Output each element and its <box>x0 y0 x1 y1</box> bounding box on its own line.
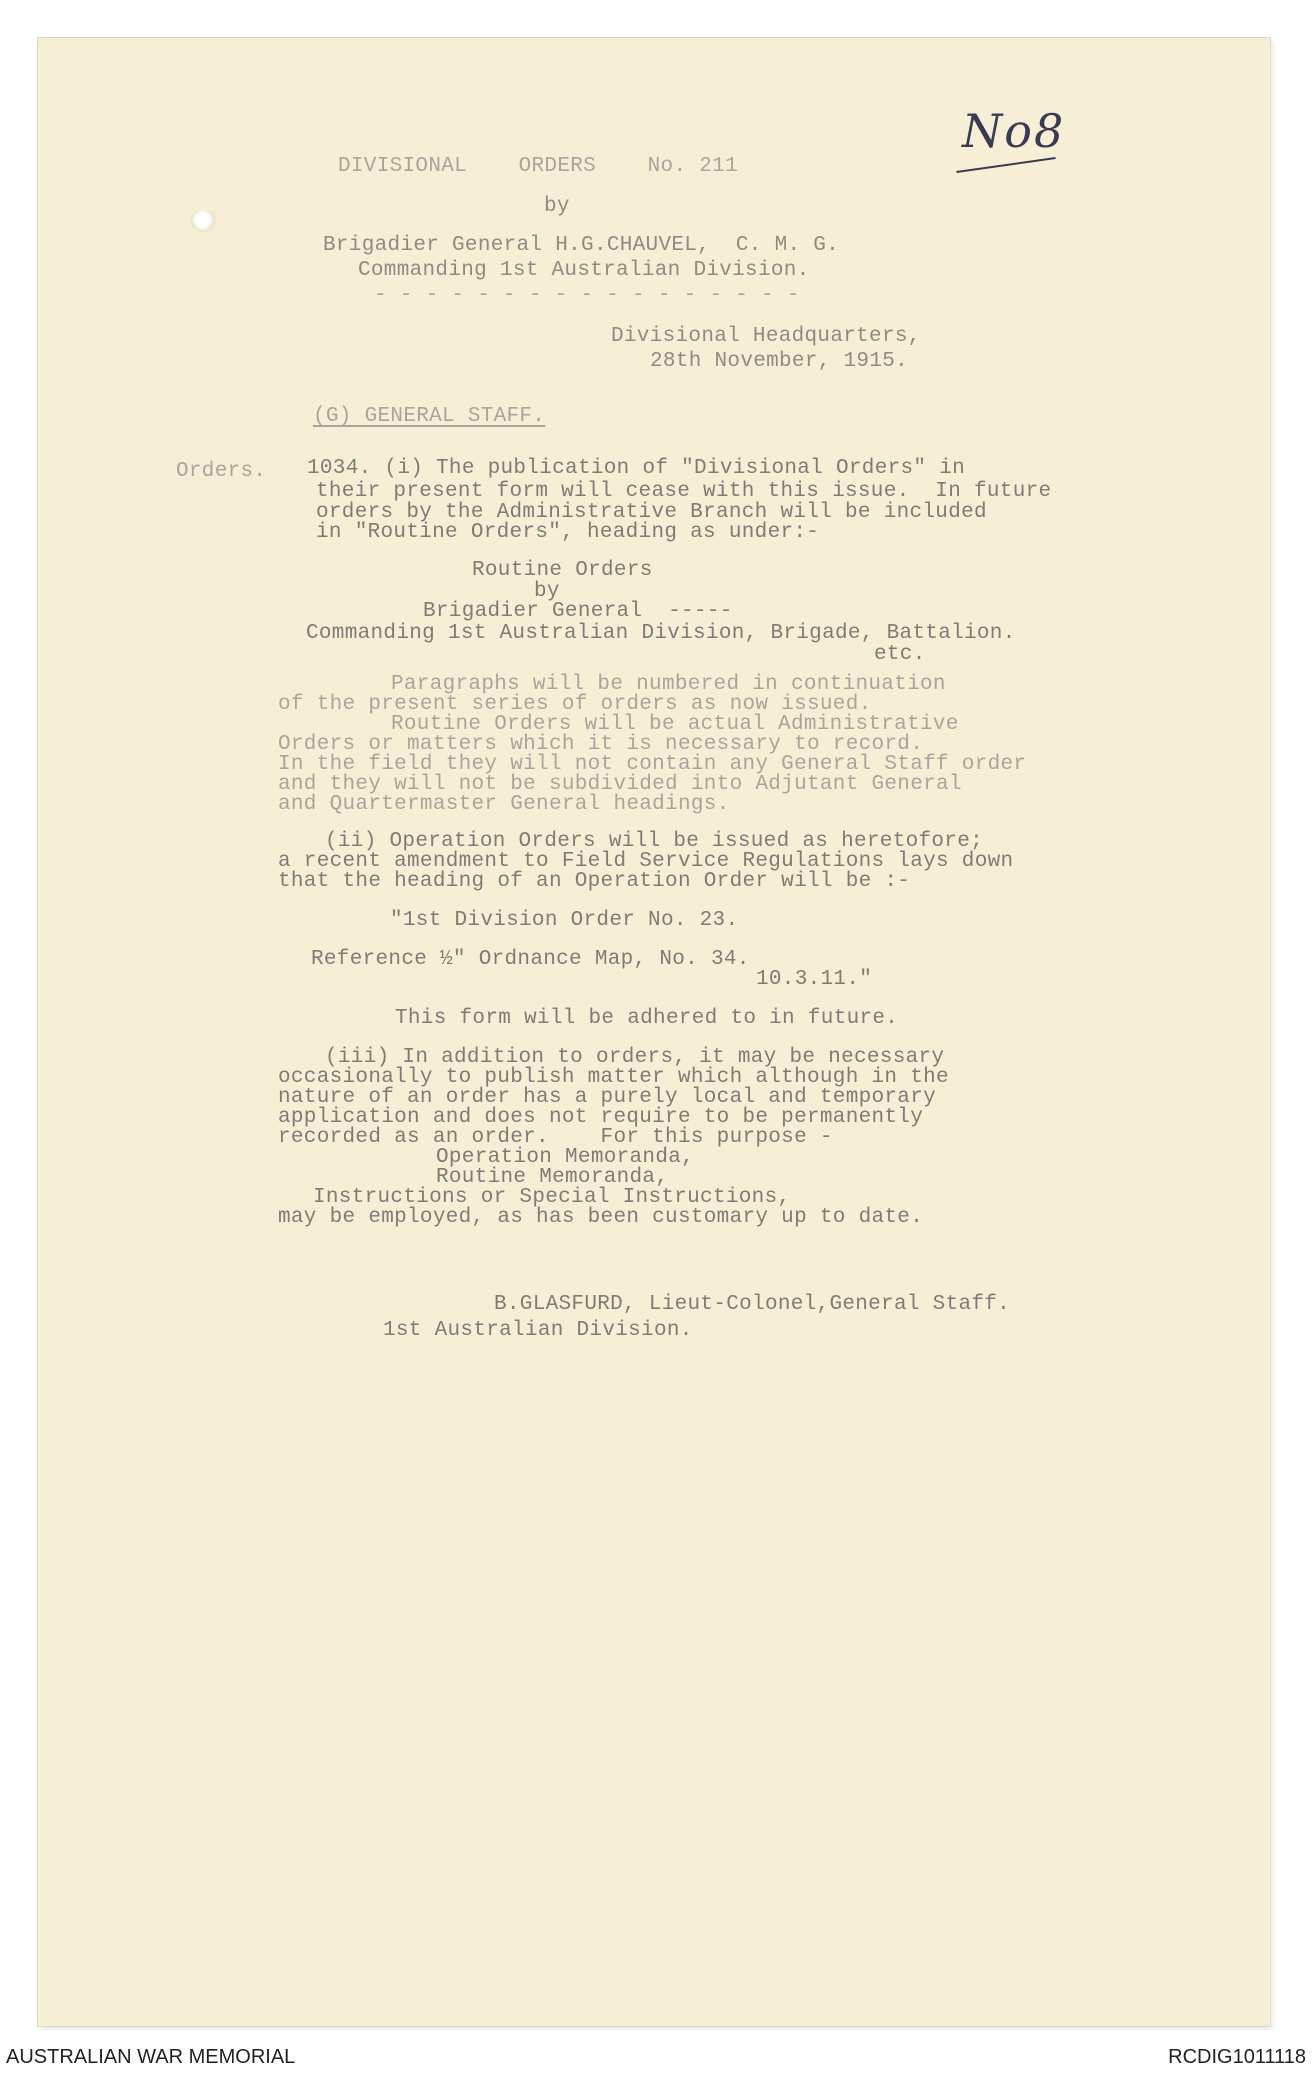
paragraph-line: recorded as an order. For this purpose - <box>278 1126 833 1149</box>
paragraph-line: In the field they will not contain any General Staff order <box>278 753 1027 776</box>
signature-line-2: 1st Australian Division. <box>383 1319 693 1342</box>
handwritten-annotation: No8 <box>962 104 1066 158</box>
paragraph-line: may be employed, as has been customary up to date. <box>278 1206 924 1229</box>
signature-line-1: B.GLASFURD, Lieut-Colonel,General Staff. <box>494 1293 1011 1316</box>
handwritten-underline <box>956 157 1055 173</box>
paragraph-line: 1034. (i) The publication of "Divisional Orders" in <box>307 457 966 480</box>
paragraph-line: This form will be adhered to in future. <box>395 1007 899 1030</box>
paragraph-line: (iii) In addition to orders, it may be necessary <box>325 1046 945 1069</box>
paragraph-line: Orders or matters which it is necessary to record. <box>278 733 924 756</box>
handwritten-number <box>956 102 1076 172</box>
paragraph-line: in "Routine Orders", heading as under:- <box>316 521 820 544</box>
paragraph-line: of the present series of orders as now issued. <box>278 693 872 716</box>
paragraph-line: a recent amendment to Field Service Regulations lays down <box>278 850 1014 873</box>
paragraph-line: that the heading of an Operation Order will be :- <box>278 870 911 893</box>
date: 28th November, 1915. <box>650 350 909 373</box>
paragraph-line: nature of an order has a purely local and temporary <box>278 1086 937 1109</box>
heading-example-line: by <box>534 580 560 603</box>
document-title: DIVISIONAL ORDERS No. 211 <box>338 155 738 178</box>
paragraph-line: occasionally to publish matter which although in the <box>278 1066 949 1089</box>
paragraph-line: Routine Orders will be actual Administrative <box>391 713 959 736</box>
footer-bar <box>0 2030 1314 2082</box>
heading-example-line: Commanding 1st Australian Division, Brigade, Battalion. <box>306 622 1016 645</box>
paragraph-line: and they will not be subdivided into Adjutant General <box>278 773 962 796</box>
margin-label: Orders. <box>176 460 267 483</box>
paragraph-line: (ii) Operation Orders will be issued as heretofore; <box>325 830 984 853</box>
order-example-line: 10.3.11." <box>756 968 873 991</box>
paragraph-line: their present form will cease with this issue. In future <box>316 480 1052 503</box>
paragraph-line: and Quartermaster General headings. <box>278 793 730 816</box>
paragraph-line: orders by the Administrative Branch will be included <box>316 501 987 524</box>
paragraph-line: application and does not require to be permanently <box>278 1106 924 1129</box>
header-rule: - - - - - - - - - - - - - - - - - <box>374 284 800 307</box>
document-page <box>38 38 1270 2026</box>
place: Divisional Headquarters, <box>611 325 921 348</box>
order-example-line: "1st Division Order No. 23. <box>390 909 739 932</box>
footer-record-id: RCDIG1011118 <box>1168 2046 1306 2068</box>
paragraph-line: Routine Memoranda, <box>436 1166 669 1189</box>
punch-hole <box>190 210 218 232</box>
by-line: by <box>544 195 570 218</box>
order-example-line: Reference ½" Ordnance Map, No. 34. <box>311 948 750 971</box>
heading-example-line: Brigadier General ----- <box>423 600 733 623</box>
author-line-2: Commanding 1st Australian Division. <box>358 259 810 282</box>
author-line-1: Brigadier General H.G.CHAUVEL, C. M. G. <box>323 234 840 257</box>
heading-example-line: Routine Orders <box>472 559 653 582</box>
paragraph-line: Paragraphs will be numbered in continuation <box>391 673 946 696</box>
heading-example-line: etc. <box>874 643 926 666</box>
section-heading: (G) GENERAL STAFF. <box>313 405 546 428</box>
paragraph-line: Operation Memoranda, <box>436 1146 695 1169</box>
paragraph-line: Instructions or Special Instructions, <box>313 1186 791 1209</box>
footer-institution: AUSTRALIAN WAR MEMORIAL <box>6 2046 296 2068</box>
